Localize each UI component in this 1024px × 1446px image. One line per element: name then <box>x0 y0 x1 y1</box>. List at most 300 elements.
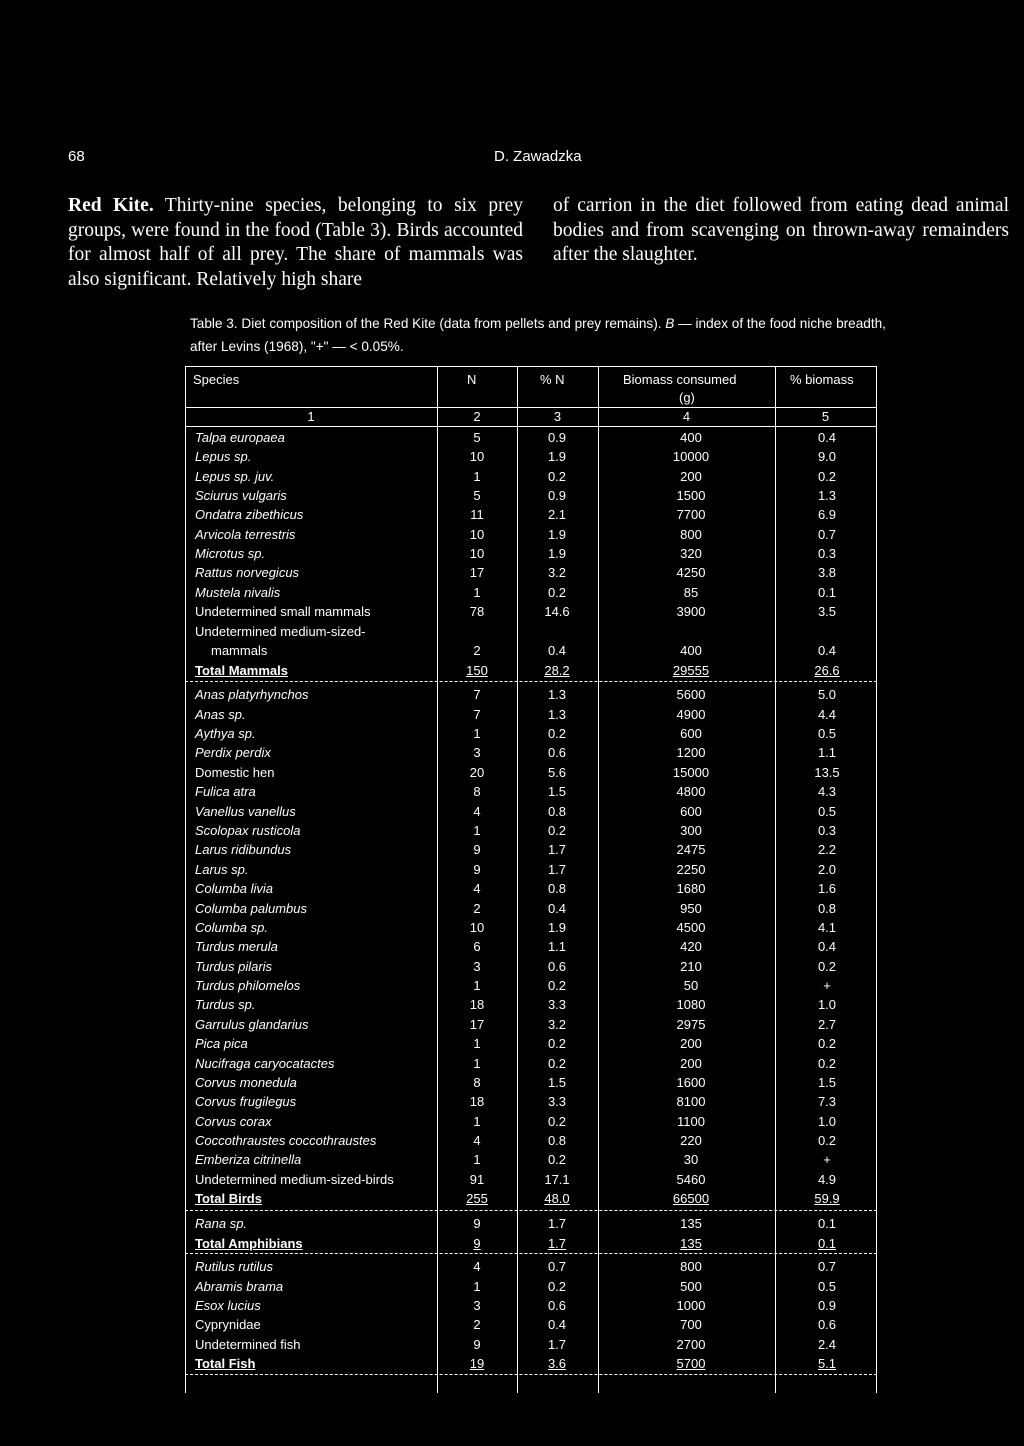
n-cell: 17 <box>469 1017 485 1032</box>
n-cell: 1 <box>473 1056 481 1071</box>
species-cell: Turdus merula <box>195 939 278 954</box>
n-cell: 2 <box>473 643 481 658</box>
table-row <box>185 976 877 995</box>
percent-biomass-cell: 2.7 <box>817 1017 837 1032</box>
table-row <box>185 1354 877 1373</box>
caption-text-b: — index of the food niche breadth, after Levins (1968), "+" — < 0.05%. <box>190 316 886 354</box>
page-number: 68 <box>68 148 85 165</box>
biomass-cell: 2700 <box>676 1337 706 1352</box>
n-cell: 9 <box>473 842 481 857</box>
table-row <box>185 1131 877 1150</box>
percent-n-cell: 3.6 <box>547 1356 567 1371</box>
biomass-cell: 10000 <box>672 449 710 464</box>
percent-biomass-cell: 0.1 <box>817 1216 837 1231</box>
percent-biomass-cell: 1.0 <box>817 997 837 1012</box>
biomass-cell: 700 <box>680 1317 702 1332</box>
biomass-cell: 135 <box>680 1236 702 1251</box>
biomass-cell: 600 <box>680 804 702 819</box>
table-row <box>185 763 877 782</box>
percent-n-cell: 0.8 <box>547 804 567 819</box>
biomass-cell: 4800 <box>676 784 706 799</box>
percent-n-cell: 0.2 <box>547 1279 567 1294</box>
species-cell: Esox lucius <box>195 1298 261 1313</box>
body-left-column <box>68 194 523 292</box>
n-cell: 91 <box>469 1172 485 1187</box>
n-cell: 10 <box>469 920 485 935</box>
biomass-cell: 400 <box>680 430 702 445</box>
n-cell: 2 <box>473 901 481 916</box>
table-row <box>185 1189 877 1208</box>
species-cell: Sciurus vulgaris <box>195 488 287 503</box>
species-cell: Cyprynidae <box>195 1317 261 1332</box>
table-row <box>185 821 877 840</box>
n-cell: 9 <box>473 862 481 877</box>
colnum-1: 1 <box>307 409 315 424</box>
species-cell: Undetermined small mammals <box>195 604 371 619</box>
species-cell: Scolopax rusticola <box>195 823 301 838</box>
percent-n-cell: 1.7 <box>547 842 567 857</box>
percent-biomass-cell: 5.0 <box>817 687 837 702</box>
n-cell: 10 <box>469 546 485 561</box>
table-row <box>185 1034 877 1053</box>
species-cell: Lepus sp. <box>195 449 252 464</box>
caption-label: Table 3. <box>190 316 238 331</box>
table-rule-section-2 <box>185 1210 877 1211</box>
table-row <box>185 641 877 660</box>
table-row <box>185 661 877 680</box>
percent-biomass-cell: 4.3 <box>817 784 837 799</box>
percent-n-cell: 1.7 <box>547 1236 567 1251</box>
biomass-cell: 1080 <box>676 997 706 1012</box>
biomass-cell: 135 <box>680 1216 702 1231</box>
percent-biomass-cell: 4.4 <box>817 707 837 722</box>
species-cell: Pica pica <box>195 1036 248 1051</box>
table-row <box>185 583 877 602</box>
percent-n-cell: 17.1 <box>544 1172 570 1187</box>
percent-n-cell: 14.6 <box>544 604 570 619</box>
n-cell: 18 <box>469 1094 485 1109</box>
percent-n-cell: 1.1 <box>547 939 567 954</box>
table-row <box>185 1150 877 1169</box>
colnum-2: 2 <box>473 409 481 424</box>
percent-n-cell: 0.2 <box>547 978 567 993</box>
colnum-4: 4 <box>682 409 691 424</box>
caption-b-symbol: B <box>665 316 675 331</box>
table-row <box>185 685 877 704</box>
n-cell: 150 <box>466 663 488 678</box>
percent-biomass-cell: 1.0 <box>817 1114 837 1129</box>
percent-n-cell: 0.2 <box>547 1056 567 1071</box>
header-percent-biomass: % biomass <box>790 372 854 387</box>
biomass-cell: 210 <box>680 959 702 974</box>
species-cell: Lepus sp. juv. <box>195 469 275 484</box>
biomass-cell: 1100 <box>677 1114 705 1129</box>
biomass-cell: 200 <box>680 1056 702 1071</box>
species-cell: Columba livia <box>195 881 274 896</box>
biomass-cell: 8100 <box>676 1094 706 1109</box>
biomass-cell: 1000 <box>676 1298 706 1313</box>
species-cell: Perdix perdix <box>195 745 271 760</box>
n-cell: 1 <box>473 1036 481 1051</box>
percent-biomass-cell: 0.3 <box>817 546 837 561</box>
table-row <box>185 1296 877 1315</box>
n-cell: 11 <box>470 507 484 522</box>
n-cell: 1 <box>473 1279 481 1294</box>
percent-n-cell: 0.9 <box>547 430 567 445</box>
caption-text-a: Diet composition of the Red Kite (data from pellets and prey remains). <box>241 316 662 331</box>
species-cell: Undetermined fish <box>195 1337 301 1352</box>
percent-biomass-cell: 4.9 <box>817 1172 837 1187</box>
species-cell: Columba palumbus <box>195 901 308 916</box>
species-cell: Rutilus rutilus <box>195 1259 274 1274</box>
n-cell: 1 <box>473 978 481 993</box>
biomass-cell: 2250 <box>676 862 706 877</box>
percent-biomass-cell: 0.7 <box>817 527 837 542</box>
biomass-cell: 50 <box>683 978 699 993</box>
species-cell: Corvus monedula <box>195 1075 297 1090</box>
header-biomass: Biomass consumed <box>623 372 737 387</box>
table-row <box>185 622 877 641</box>
species-cell: Fulica atra <box>195 784 256 799</box>
n-cell: 1 <box>473 823 481 838</box>
n-cell: 78 <box>469 604 485 619</box>
percent-biomass-cell: 3.8 <box>817 565 837 580</box>
biomass-cell: 7700 <box>676 507 706 522</box>
n-cell: 9 <box>473 1216 481 1231</box>
table-row <box>185 1054 877 1073</box>
table-row <box>185 899 877 918</box>
n-cell: 5 <box>473 488 481 503</box>
percent-n-cell: 0.2 <box>547 1036 567 1051</box>
percent-n-cell: 0.4 <box>547 901 567 916</box>
biomass-cell: 2975 <box>676 1017 706 1032</box>
n-cell: 1 <box>473 1114 481 1129</box>
header-n: N <box>467 372 477 387</box>
table-row <box>185 802 877 821</box>
biomass-cell: 1600 <box>676 1075 706 1090</box>
section-lead: Red Kite. <box>68 195 154 216</box>
percent-n-cell: 28.2 <box>544 663 570 678</box>
table-row <box>185 525 877 544</box>
table-row <box>185 918 877 937</box>
table-row <box>185 860 877 879</box>
percent-biomass-cell: 5.1 <box>817 1356 837 1371</box>
n-cell: 6 <box>473 939 481 954</box>
biomass-cell: 800 <box>680 1259 702 1274</box>
n-cell: 10 <box>469 527 485 542</box>
table-row <box>185 743 877 762</box>
percent-n-cell: 1.5 <box>547 1075 567 1090</box>
percent-biomass-cell: 4.1 <box>817 920 837 935</box>
species-cell: Arvicola terrestris <box>195 527 296 542</box>
species-cell: mammals <box>211 643 268 658</box>
colnum-5: 5 <box>821 409 830 424</box>
colnum-3: 3 <box>553 409 562 424</box>
percent-biomass-cell: 0.8 <box>817 901 837 916</box>
percent-n-cell: 3.3 <box>547 1094 567 1109</box>
species-cell: Anas platyrhynchos <box>195 687 309 702</box>
percent-biomass-cell: 3.5 <box>817 604 837 619</box>
n-cell: 3 <box>473 1298 481 1313</box>
species-cell: Total Birds <box>195 1191 262 1206</box>
percent-biomass-cell: 0.9 <box>817 1298 837 1313</box>
percent-n-cell: 0.8 <box>547 881 567 896</box>
table-row <box>185 782 877 801</box>
n-cell: 9 <box>473 1236 481 1251</box>
percent-biomass-cell: 1.6 <box>817 881 837 896</box>
percent-n-cell: 0.7 <box>547 1259 567 1274</box>
n-cell: 3 <box>473 745 481 760</box>
biomass-cell: 420 <box>680 939 702 954</box>
table-row <box>185 1277 877 1296</box>
percent-biomass-cell: 0.7 <box>817 1259 837 1274</box>
percent-n-cell: 0.6 <box>547 959 567 974</box>
n-cell: 1 <box>473 1152 481 1167</box>
header-species: Species <box>193 372 240 387</box>
percent-biomass-cell: 0.2 <box>817 1056 837 1071</box>
percent-biomass-cell: 13.5 <box>814 765 840 780</box>
percent-n-cell: 1.7 <box>547 1337 567 1352</box>
percent-biomass-cell: 1.3 <box>817 488 837 503</box>
biomass-cell: 4500 <box>676 920 706 935</box>
table-row <box>185 1112 877 1131</box>
n-cell: 4 <box>473 1259 481 1274</box>
percent-biomass-cell: 7.3 <box>817 1094 837 1109</box>
table-row <box>185 1092 877 1111</box>
biomass-cell: 950 <box>680 901 702 916</box>
percent-biomass-cell: 1.5 <box>817 1075 837 1090</box>
table-caption <box>190 312 890 358</box>
percent-biomass-cell: 0.1 <box>817 1236 837 1251</box>
species-cell: Total Fish <box>195 1356 256 1371</box>
species-cell: Emberiza citrinella <box>195 1152 302 1167</box>
species-cell: Anas sp. <box>195 707 246 722</box>
species-cell: Larus ridibundus <box>195 842 292 857</box>
species-cell: Larus sp. <box>195 862 249 877</box>
n-cell: 3 <box>473 959 481 974</box>
table-row <box>185 467 877 486</box>
species-cell: Domestic hen <box>195 765 275 780</box>
percent-n-cell: 0.9 <box>547 488 567 503</box>
table-row <box>185 1335 877 1354</box>
percent-n-cell: 1.7 <box>547 1216 567 1231</box>
species-cell: Aythya sp. <box>195 726 256 741</box>
biomass-cell: 1200 <box>676 745 706 760</box>
table-row <box>185 563 877 582</box>
species-cell: Mustela nivalis <box>195 585 281 600</box>
percent-n-cell: 48.0 <box>544 1191 570 1206</box>
percent-biomass-cell: 0.3 <box>817 823 837 838</box>
percent-n-cell: 0.6 <box>547 1298 567 1313</box>
species-cell: Nucifraga caryocatactes <box>195 1056 335 1071</box>
biomass-cell: 1680 <box>676 881 706 896</box>
percent-n-cell: 1.9 <box>547 449 567 464</box>
percent-n-cell: 1.3 <box>547 687 567 702</box>
table-rule-header <box>185 407 877 408</box>
species-cell: Turdus pilaris <box>195 959 273 974</box>
n-cell: 4 <box>473 1133 481 1148</box>
biomass-cell: 500 <box>680 1279 702 1294</box>
species-cell: Corvus frugilegus <box>195 1094 297 1109</box>
header-biomass-unit: (g) <box>679 390 695 405</box>
percent-n-cell: 1.3 <box>547 707 567 722</box>
percent-n-cell: 0.4 <box>547 643 567 658</box>
n-cell: 19 <box>469 1356 485 1371</box>
biomass-cell: 5460 <box>676 1172 706 1187</box>
species-cell: Rana sp. <box>195 1216 248 1231</box>
percent-n-cell: 0.2 <box>547 726 567 741</box>
percent-biomass-cell: 0.2 <box>817 1133 837 1148</box>
table-row <box>185 937 877 956</box>
biomass-cell: 1500 <box>676 488 706 503</box>
species-cell: Abramis brama <box>195 1279 284 1294</box>
percent-n-cell: 2.1 <box>547 507 567 522</box>
n-cell: 255 <box>466 1191 488 1206</box>
percent-n-cell: 5.6 <box>547 765 567 780</box>
percent-biomass-cell: 0.4 <box>817 430 837 445</box>
percent-n-cell: 0.4 <box>547 1317 567 1332</box>
biomass-cell: 3900 <box>676 604 706 619</box>
table-row <box>185 428 877 447</box>
biomass-cell: 85 <box>683 585 699 600</box>
percent-n-cell: 1.9 <box>547 920 567 935</box>
percent-biomass-cell: 0.4 <box>817 643 837 658</box>
n-cell: 8 <box>473 784 481 799</box>
n-cell: 1 <box>473 469 481 484</box>
percent-n-cell: 0.2 <box>547 1114 567 1129</box>
percent-biomass-cell: 0.2 <box>817 1036 837 1051</box>
species-cell: Talpa europaea <box>195 430 285 445</box>
table-rule-section-3 <box>185 1253 877 1254</box>
species-cell: Undetermined medium-sized-birds <box>195 1172 394 1187</box>
biomass-cell: 5600 <box>676 687 706 702</box>
biomass-cell: 800 <box>680 527 702 542</box>
biomass-cell: 220 <box>680 1133 702 1148</box>
left-column-text: Thirty-nine species, belonging to six prey groups, were found in the food (Table 3). Birds accounted for almost half of all prey. The share of mammals was also significant. Relatively high share <box>68 195 523 290</box>
table-row <box>185 705 877 724</box>
species-cell: Vanellus vanellus <box>195 804 296 819</box>
table-row <box>185 602 877 621</box>
species-cell: Rattus norvegicus <box>195 565 300 580</box>
biomass-cell: 400 <box>680 643 702 658</box>
percent-n-cell: 0.8 <box>547 1133 567 1148</box>
percent-biomass-cell: 2.4 <box>817 1337 837 1352</box>
table-row <box>185 840 877 859</box>
biomass-cell: 66500 <box>672 1191 710 1206</box>
percent-biomass-cell: 2.2 <box>817 842 837 857</box>
species-cell: Garrulus glandarius <box>195 1017 309 1032</box>
table-row <box>185 1073 877 1092</box>
biomass-cell: 300 <box>680 823 702 838</box>
species-cell: Microtus sp. <box>195 546 266 561</box>
biomass-cell: 4250 <box>676 565 706 580</box>
biomass-cell: 600 <box>680 726 702 741</box>
biomass-cell: 320 <box>680 546 702 561</box>
running-head: D. Zawadzka <box>494 148 582 165</box>
table-rule-colnums <box>185 426 877 427</box>
n-cell: 4 <box>473 804 481 819</box>
percent-n-cell: 0.2 <box>547 469 567 484</box>
percent-biomass-cell: 0.2 <box>817 469 837 484</box>
table-rule-section-1 <box>185 681 877 682</box>
species-cell: Coccothraustes coccothraustes <box>195 1133 377 1148</box>
percent-biomass-cell: 59.9 <box>814 1191 840 1206</box>
table-row <box>185 1315 877 1334</box>
n-cell: 4 <box>473 881 481 896</box>
n-cell: 1 <box>473 726 481 741</box>
percent-biomass-cell: 0.5 <box>817 804 837 819</box>
table-rule-bottom <box>185 1374 877 1375</box>
n-cell: 9 <box>473 1337 481 1352</box>
percent-biomass-cell: 2.0 <box>817 862 837 877</box>
percent-biomass-cell: 9.0 <box>817 449 837 464</box>
species-cell: Turdus sp. <box>195 997 256 1012</box>
percent-n-cell: 0.2 <box>547 585 567 600</box>
table-row <box>185 1257 877 1276</box>
diet-table <box>185 366 877 1393</box>
table-row <box>185 724 877 743</box>
percent-biomass-cell: 6.9 <box>817 507 837 522</box>
percent-n-cell: 3.3 <box>547 997 567 1012</box>
table-row <box>185 447 877 466</box>
biomass-cell: 29555 <box>672 663 710 678</box>
table-row <box>185 1015 877 1034</box>
table-row <box>185 1214 877 1233</box>
percent-biomass-cell: 1.1 <box>817 745 837 760</box>
percent-n-cell: 1.9 <box>547 546 567 561</box>
biomass-cell: 4900 <box>676 707 706 722</box>
percent-n-cell: 0.2 <box>547 823 567 838</box>
table-row <box>185 995 877 1014</box>
percent-n-cell: 1.5 <box>547 784 567 799</box>
percent-biomass-cell: 0.4 <box>817 939 837 954</box>
percent-n-cell: 0.2 <box>547 1152 567 1167</box>
percent-biomass-cell: 0.5 <box>817 726 837 741</box>
percent-biomass-cell: + <box>823 978 831 993</box>
species-cell: Turdus philomelos <box>195 978 301 993</box>
species-cell: Total Amphibians <box>195 1236 303 1251</box>
n-cell: 8 <box>473 1075 481 1090</box>
n-cell: 18 <box>469 997 485 1012</box>
species-cell: Columba sp. <box>195 920 268 935</box>
biomass-cell: 2475 <box>676 842 706 857</box>
percent-biomass-cell: 0.6 <box>817 1317 837 1332</box>
n-cell: 2 <box>473 1317 481 1332</box>
table-row <box>185 505 877 524</box>
species-cell: Total Mammals <box>195 663 288 678</box>
n-cell: 10 <box>469 449 485 464</box>
table-row <box>185 486 877 505</box>
percent-n-cell: 0.6 <box>547 745 567 760</box>
table-row <box>185 1170 877 1189</box>
percent-biomass-cell: 0.1 <box>817 585 837 600</box>
table-row <box>185 957 877 976</box>
table-row <box>185 879 877 898</box>
header-percent-n: % N <box>540 372 565 387</box>
n-cell: 1 <box>473 585 481 600</box>
biomass-cell: 15000 <box>672 765 710 780</box>
body-right-column: of carrion in the diet followed from eating dead animal bodies and from scavenging on thrown-away remainders after the slaughter. <box>553 195 1009 265</box>
n-cell: 17 <box>469 565 485 580</box>
percent-n-cell: 3.2 <box>547 1017 567 1032</box>
biomass-cell: 30 <box>683 1152 699 1167</box>
table-row <box>185 544 877 563</box>
percent-biomass-cell: 26.6 <box>814 663 840 678</box>
percent-n-cell: 1.9 <box>547 527 567 542</box>
species-cell: Ondatra zibethicus <box>195 507 304 522</box>
percent-n-cell: 1.7 <box>547 862 567 877</box>
n-cell: 5 <box>473 430 481 445</box>
